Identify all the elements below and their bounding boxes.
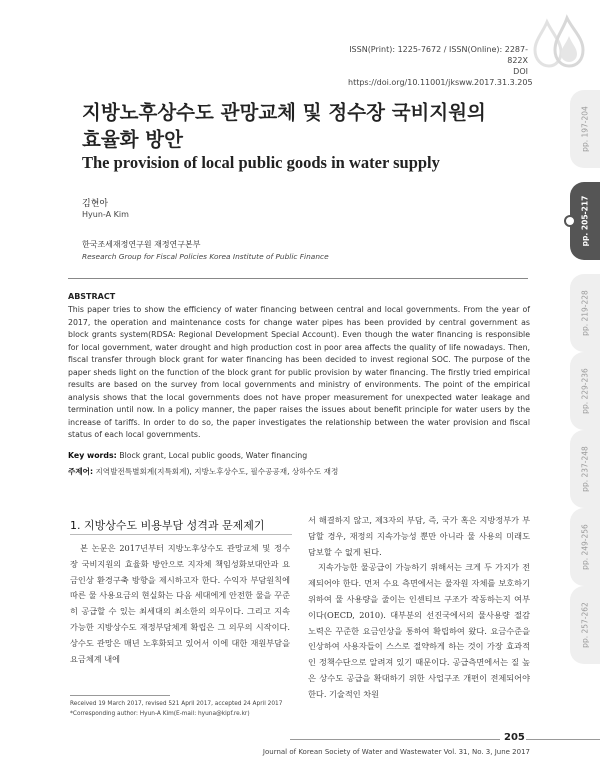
page-tab-label: pp. 219-228	[580, 290, 590, 336]
keywords-label: Key words:	[68, 451, 117, 460]
author-name-english: Hyun-A Kim	[82, 210, 129, 219]
page-tab-label: pp. 257-262	[580, 602, 590, 648]
subject-words-label: 주제어:	[68, 467, 94, 476]
keywords	[68, 451, 530, 460]
divider	[68, 278, 528, 279]
title-ko-line1: 지방노후상수도 관망교체 및 정수장 국비지원의	[82, 101, 486, 124]
footnote-corresponding-author: *Corresponding author: Hyun-A Kim(E-mail: hyuna@kipf.re.kr)	[70, 711, 250, 717]
subject-words-text: 지역발전특별회계(지특회계), 지방노후상수도, 필수공공재, 상하수도 재정	[95, 467, 339, 476]
section-heading: 1. 지방상수도 비용부담 성격과 문제제기	[70, 519, 265, 532]
issn-line: ISSN(Print): 1225-7672 / ISSN(Online): 2287-822X	[349, 45, 528, 65]
abstract-heading: ABSTRACT	[68, 292, 116, 301]
article-title-english: The provision of local public goods in water supply	[82, 153, 440, 172]
issn-doi-block	[348, 44, 533, 88]
page-tab[interactable]	[570, 352, 600, 430]
affiliation-english: Research Group for Fiscal Policies Korea Institute of Public Finance	[82, 252, 329, 261]
page-number: 205	[504, 732, 525, 743]
section-underline	[70, 534, 292, 535]
title-ko-line2: 효율화 방안	[82, 128, 183, 151]
page-tab-label: pp. 229-236	[580, 368, 590, 414]
footnote-divider	[70, 695, 170, 696]
author-name-korean: 김현아	[82, 199, 109, 209]
body-paragraph: 지속가능한 물공급이 가능하기 위해서는 크게 두 가지가 전제되어야 한다. 먼저 수요 측면에서는 물자원 자체를 보호하기 위하여 물 사용량을 줄이는 인센티브 구조가 작동하는지 여부이다(OECD, 2010). 대부분의 선진국에서의 물사용량 절감 노력은 꾸준한 요금인상을 통하여 확립하여 왔다. 요금수준을 인상하여 사용자들이 스스로 절약하게 하는 것이 가장 효과적인 정책수단으로 알려져 있기 때문이다. 공급측면에서는 질 높은 상수도 공급을 확대하기 위한 사업구조 개편이 전제되어야 한다. 기술적인 차원	[308, 562, 530, 699]
body-column-right	[308, 513, 530, 703]
page-tab-label: pp. 205-217	[580, 195, 590, 247]
page-tab[interactable]	[570, 430, 600, 508]
page-tab-label: pp. 197-204	[580, 106, 590, 152]
water-drops-logo-icon	[533, 14, 593, 70]
page-tab[interactable]	[570, 90, 600, 168]
article-title-korean	[82, 99, 532, 153]
affiliation-korean: 한국조세재정연구원 재정연구본부	[82, 240, 201, 249]
body-column-left	[70, 541, 290, 667]
footer-rule	[290, 739, 500, 740]
page-tab-label: pp. 249-256	[580, 524, 590, 570]
journal-citation: Journal of Korean Society of Water and Wastewater Vol. 31, No. 3, June 2017	[262, 748, 530, 756]
body-paragraph: 본 논문은 2017년부터 지방노후상수도 관망교체 및 정수장 국비지원의 효율화 방안으로 지자체 책임성화보대안과 요금인상 환경구축 방향을 제시하고자 한다. 수익자 부담원칙에 따른 물 사용요금의 현실화는 다음 세대에게 안전한 물을 꾸준히 공급할 수 있는 최세대의 최소한의 의무이다. 그리고 지속가능한 지방상수도 재정부담체계 확립은 그 의무의 시작이다. 상수도 관망은 매년 노후화되고 있어서 이에 대한 재원부담을 요금체계 내에	[70, 543, 290, 664]
footer-rule	[526, 739, 600, 740]
tab-indicator-dot-icon	[564, 215, 576, 227]
page-tab-active[interactable]	[570, 182, 600, 260]
page-tab[interactable]	[570, 508, 600, 586]
doi-line[interactable]: DOI https://doi.org/10.11001/jksww.2017.31.3.205	[348, 67, 533, 87]
page-tab[interactable]	[570, 274, 600, 352]
page-tab[interactable]	[570, 586, 600, 664]
keywords-text: Block grant, Local public goods, Water financing	[119, 451, 308, 460]
subject-words	[68, 466, 530, 477]
abstract-body: This paper tries to show the efficiency of water financing between central and local governments. From the year of 2017, the operation and maintenance costs for change water pipes has been provided by central government as block grants system(RDSA: Regional Development Special Account). Even though the water financing is responsible for local government, water drought and high production cost in poor area affects the quality of life nowadays. Then, fiscal transfer through block grant for water financing has been decided to invest regional SOC. The purpose of the paper sheds light on the function of the block grant for public provision by water financing. The firstly tried empirical results are based on the survey from local governments and ministry of environments. The point of the empirical analysis shows that the local governments does not have proper measurement for unexpected water leakage and termination until now. In a policy manner, the paper raises the issues about benefit principle for water users by the increase of tariffs. In order to do so, the paper investigates the relationship between the water provision and fiscal status of each local governments.	[68, 305, 530, 440]
page-range-tabs	[538, 90, 600, 760]
page-tab-label: pp. 237-248	[580, 446, 590, 492]
footnote-received: Received 19 March 2017, revised 521 April 2017, accepted 24 April 2017	[70, 701, 283, 707]
body-paragraph: 서 해결하지 않고, 제3자의 부담, 즉, 국가 혹은 지방정부가 부담할 경우, 재정의 지속가능성 뿐만 아니라 물 사용의 미래도 담보할 수 없게 된다.	[308, 515, 530, 557]
